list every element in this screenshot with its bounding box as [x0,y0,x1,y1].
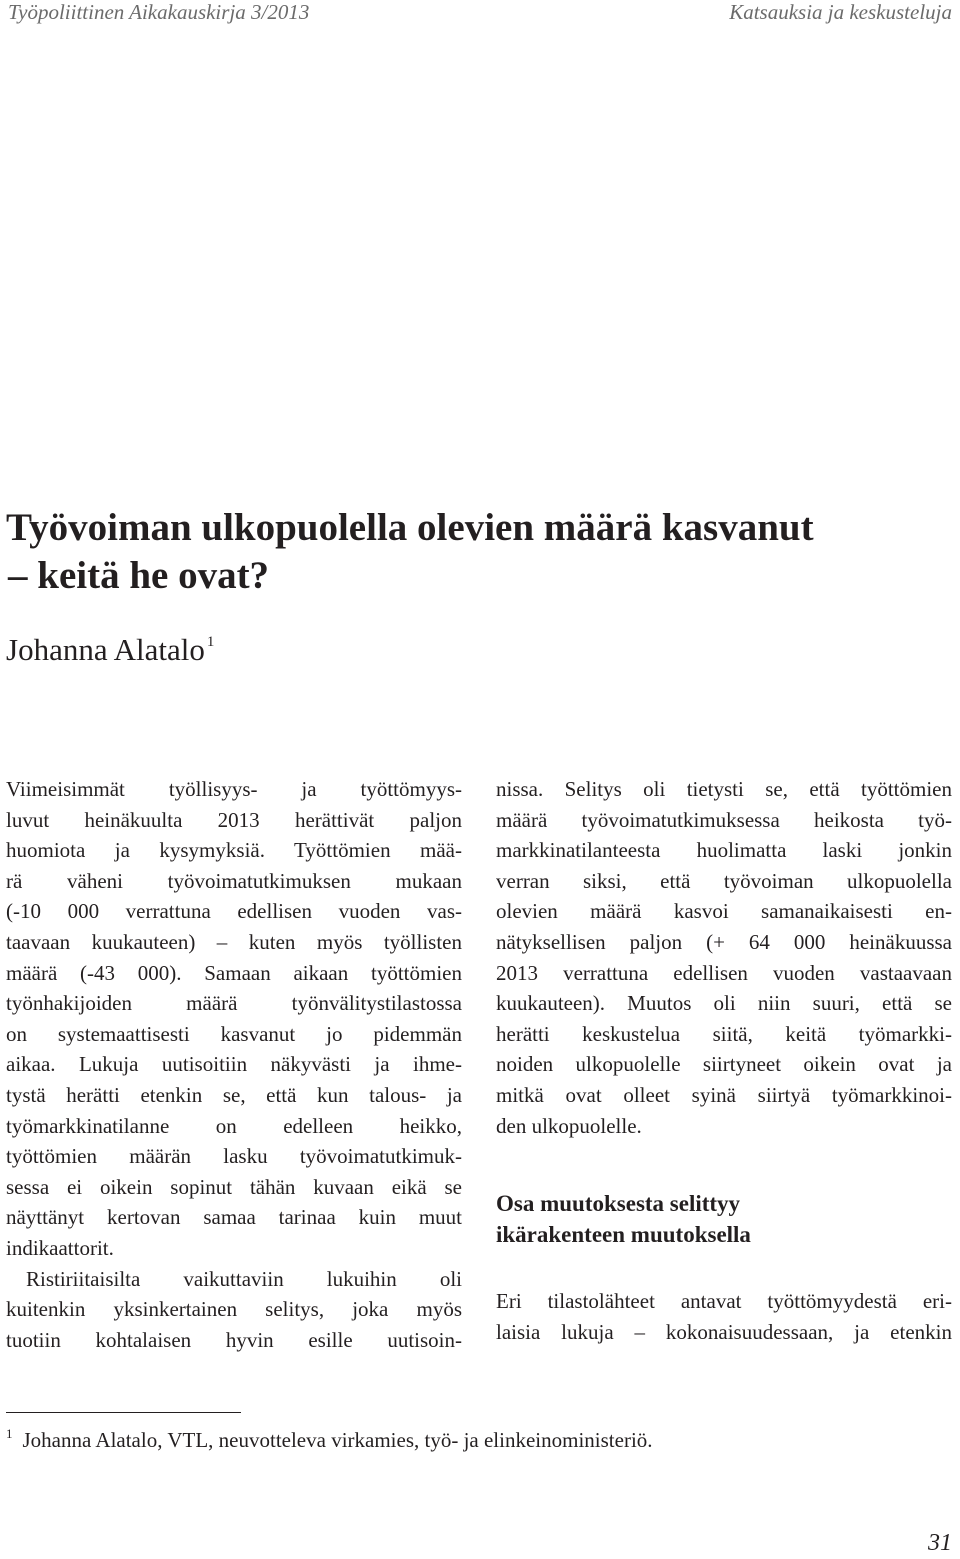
text-line: verran siksi, että työvoiman ulkopuolella [496,868,952,893]
footnote [6,1425,653,1458]
text-line: sessa ei oikein sopinut tähän kuvaan eikä se [6,1174,462,1199]
text-line: indikaattorit. [6,1235,114,1260]
running-head [8,0,952,26]
text-line: nissa. Selitys oli tietysti se, että työttömien [496,777,952,801]
text-line: rä väheni työvoimatutkimuksen mukaan [6,868,462,893]
text-line: kuitenkin yksinkertainen selitys, joka myös [6,1297,462,1322]
text-line: työttömien määrän lasku työvoimatutkimuk- [6,1144,462,1169]
text-line: markkinatilanteesta huolimatta laski jonkin [496,838,952,863]
text-line: olevien määrä kasvoi samanaikaisesti en- [496,899,952,924]
text-line: Eri tilastolähteet antavat työttömyydestä eri- [496,1289,952,1314]
text-line: den ulkopuolelle. [496,1113,642,1138]
paragraph [496,774,952,1141]
section-subheading [496,1189,952,1250]
author-name: Johanna Alatalo [6,632,205,667]
footnote-divider [6,1412,241,1413]
text-line: herätti keskustelua siitä, keitä työmarkki- [496,1021,952,1046]
text-line: (-10 000 verrattuna edellisen vuoden vas- [6,899,462,924]
text-line: nätyksellisen paljon (+ 64 000 heinäkuussa [496,929,952,954]
text-line: mitkä ovat olleet syinä siirtyä työmarkkinoi- [496,1082,952,1107]
text-line: määrä (-43 000). Samaan aikaan työttömien [6,960,462,985]
author-byline [6,630,214,676]
text-line: tystä herätti etenkin se, että kun talous- ja [6,1082,462,1107]
paragraph [496,1286,952,1347]
article-title [6,504,946,600]
text-line: 2013 verrattuna edellisen vuoden vastaavaan [496,960,952,985]
paragraph [6,1264,462,1356]
text-line: huomiota ja kysymyksiä. Työttömien mää- [6,838,462,863]
journal-issue: Työpoliittinen Aikakauskirja 3/2013 [8,0,310,24]
paragraph [6,774,462,1264]
text-line: luvut heinäkuulta 2013 herättivät paljon [6,807,462,832]
subheading-line: ikärakenteen muutoksella [496,1221,751,1247]
text-line: taavaan kuukauteen) – kuten myös työllisten [6,929,462,954]
text-line: Ristiriitaisilta vaikuttaviin lukuihin oli [26,1266,462,1291]
subheading-line: Osa muutoksesta selittyy [496,1191,741,1217]
text-line: Viimeisimmät työllisyys- ja työttömyys- [6,777,462,801]
text-line: työnhakijoiden määrä työnvälitystilastossa [6,991,462,1016]
section-name: Katsauksia ja keskusteluja [729,0,952,24]
text-line: laisia lukuja – kokonaisuudessaan, ja etenkin [496,1319,952,1344]
left-column [6,774,462,1355]
title-line: – keitä he ovat? [8,554,270,597]
text-line: on systemaattisesti kasvanut jo pidemmän [6,1021,462,1046]
right-column [496,774,952,1348]
title-line: Työvoiman ulkopuolella olevien määrä kasvanut [6,506,814,549]
text-line: määrä työvoimatutkimuksessa heikosta työ- [496,807,952,832]
text-line: noiden ulkopuolelle siirtyneet oikein ovat ja [496,1052,952,1077]
page-number: 31 [928,1530,952,1556]
text-line: aikaa. Lukuja uutisoitiin näkyvästi ja ihme- [6,1052,462,1077]
footnote-text: Johanna Alatalo, VTL, neuvotteleva virkamies, työ- ja elinkeinoministeriö. [22,1428,653,1452]
text-line: tuotiin kohtalaisen hyvin esille uutisoin- [6,1327,462,1352]
text-line: näyttänyt kertovan samaa tarinaa kuin muut [6,1205,462,1230]
text-line: kuukauteen). Muutos oli niin suuri, että se [496,991,952,1016]
author-footnote-marker[interactable]: 1 [206,634,215,650]
text-line: työmarkkinatilanne on edelleen heikko, [6,1113,462,1138]
footnote-marker: 1 [6,1426,13,1441]
